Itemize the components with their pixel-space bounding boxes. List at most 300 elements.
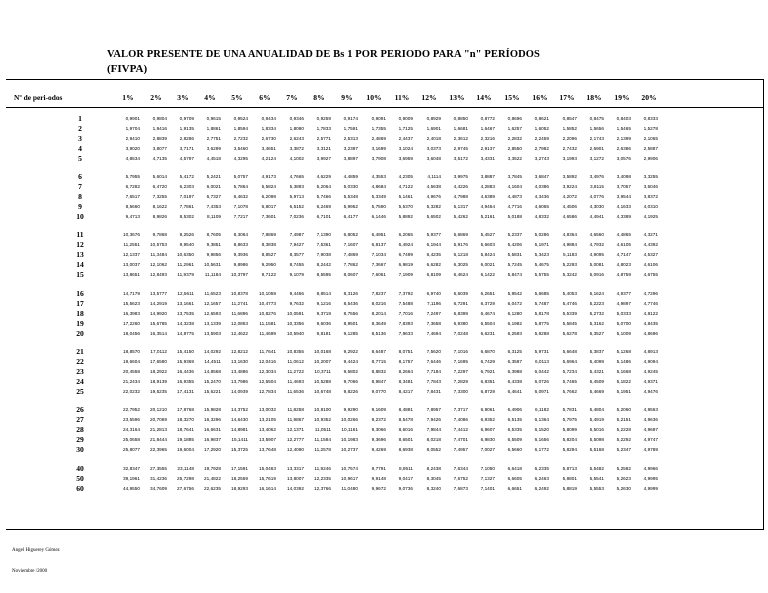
table-cell: 9,1079 <box>289 272 304 277</box>
table-cell: 11,0612 <box>287 359 304 364</box>
table-cell: 31,4236 <box>150 476 167 481</box>
table-cell: 8,3240 <box>426 486 441 491</box>
page-title: VALOR PRESENTE DE UNA ANUALIDAD DE Bs 1 POR PERIODO PARA "n" PERÍODOS <box>107 49 540 60</box>
table-cell: 2,4018 <box>426 136 441 141</box>
table-cell: 3,9224 <box>562 184 577 189</box>
table-cell: 6,6870 <box>480 349 495 354</box>
table-cell: 13,4062 <box>259 427 276 432</box>
table-cell: 12,2777 <box>287 437 304 442</box>
table-cell: 11,0480 <box>341 486 358 491</box>
table-cell: 5,2421 <box>206 174 221 179</box>
table-cell: 6,2065 <box>398 232 413 237</box>
table-cell: 7,4086 <box>453 417 468 422</box>
table-cell: 5,0700 <box>616 321 631 326</box>
table-cell: 2,7232 <box>233 136 248 141</box>
table-cell: 4,8684 <box>371 184 386 189</box>
table-cell: 6,9607 <box>480 427 495 432</box>
table-cell: 5,8819 <box>562 486 577 491</box>
table-cell: 11,2551 <box>123 242 140 247</box>
table-cell: 2,1065 <box>643 136 658 141</box>
table-cell: 7,1607 <box>343 242 358 247</box>
table-cell: 18,7641 <box>177 427 194 432</box>
table-cell: 7,1034 <box>371 252 386 257</box>
table-cell: 11,1581 <box>259 321 276 326</box>
table-cell: 24,3164 <box>123 427 140 432</box>
table-cell: 6,4177 <box>343 214 358 219</box>
table-cell: 3,7057 <box>616 184 631 189</box>
table-cell: 0,8696 <box>507 116 522 121</box>
table-cell: 4,9371 <box>643 379 658 384</box>
table-cell: 13,3317 <box>287 466 304 471</box>
table-cell: 14,0392 <box>287 486 304 491</box>
rate-header: 15% <box>504 93 520 102</box>
table-cell: 6,2335 <box>534 466 549 471</box>
table-cell: 4,7988 <box>453 194 468 199</box>
table-cell: 5,4527 <box>480 232 495 237</box>
table-cell: 10,3356 <box>287 321 304 326</box>
table-cell: 6,0971 <box>534 389 549 394</box>
table-cell: 5,6014 <box>152 174 167 179</box>
table-cell: 3,6048 <box>426 156 441 161</box>
period-label: 20 <box>76 329 84 338</box>
table-cell: 6,8109 <box>426 272 441 277</box>
table-cell: 10,6748 <box>314 389 331 394</box>
table-cell: 21,2434 <box>123 379 140 384</box>
table-cell: 5,8801 <box>562 476 577 481</box>
table-cell: 11,9867 <box>287 417 304 422</box>
table-cell: 4,3295 <box>233 156 248 161</box>
table-cell: 2,8550 <box>507 146 522 151</box>
table-cell: 5,8775 <box>534 321 549 326</box>
table-cell: 6,4632 <box>233 194 248 199</box>
table-cell: 6,5152 <box>289 204 304 209</box>
table-cell: 6,9819 <box>398 262 413 267</box>
table-cell: 1,6257 <box>507 126 522 131</box>
table-cell: 4,0386 <box>534 184 549 189</box>
table-cell: 10,1161 <box>341 427 358 432</box>
table-cell: 14,4511 <box>204 359 221 364</box>
table-cell: 9,2526 <box>179 232 194 237</box>
table-cell: 5,2732 <box>589 311 604 316</box>
period-label: 50 <box>76 474 84 483</box>
table-cell: 10,0266 <box>341 417 358 422</box>
table-cell: 15,6221 <box>204 389 221 394</box>
table-cell: 7,4869 <box>343 252 358 257</box>
period-label: 23 <box>76 367 84 376</box>
table-cell: 3,0373 <box>426 146 441 151</box>
table-cell: 13,0037 <box>123 262 140 267</box>
period-label: 19 <box>76 319 84 328</box>
table-cell: 0,8850 <box>453 116 468 121</box>
period-label: 3 <box>78 134 82 143</box>
table-cell: 34,7609 <box>150 486 167 491</box>
table-cell: 0,9434 <box>261 116 276 121</box>
table-cell: 9,7066 <box>343 379 358 384</box>
table-cell: 10,3711 <box>314 369 331 374</box>
table-cell: 21,8444 <box>150 437 167 442</box>
table-cell: 6,0021 <box>206 184 221 189</box>
table-cell: 12,5504 <box>259 379 276 384</box>
table-cell: 13,8007 <box>287 476 304 481</box>
period-label: 7 <box>78 182 82 191</box>
table-cell: 2,6730 <box>261 136 276 141</box>
table-cell: 14,7179 <box>123 291 140 296</box>
table-cell: 0,8403 <box>616 116 631 121</box>
table-cell: 5,2623 <box>616 476 631 481</box>
table-cell: 7,7861 <box>179 204 194 209</box>
table-cell: 12,0416 <box>259 359 276 364</box>
table-cell: 4,0776 <box>589 194 604 199</box>
table-cell: 13,5903 <box>204 331 221 336</box>
table-cell: 6,0726 <box>534 379 549 384</box>
rate-header: 7% <box>286 93 298 102</box>
period-label: 13 <box>76 250 84 259</box>
table-cell: 18,0456 <box>123 331 140 336</box>
table-cell: 13,1661 <box>177 301 194 306</box>
table-cell: 5,7234 <box>562 369 577 374</box>
table-cell: 2,4869 <box>371 136 386 141</box>
table-cell: 4,7665 <box>289 174 304 179</box>
table-cell: 3,1272 <box>589 156 604 161</box>
table-cell: 9,2950 <box>261 262 276 267</box>
table-cell: 3,9975 <box>453 174 468 179</box>
table-cell: 13,1339 <box>204 321 221 326</box>
table-cell: 14,9920 <box>150 311 167 316</box>
rate-header: 8% <box>313 93 325 102</box>
period-label: 4 <box>78 144 82 153</box>
table-cell: 2,8839 <box>152 136 167 141</box>
table-cell: 12,1371 <box>287 427 304 432</box>
table-cell: 2,1743 <box>589 136 604 141</box>
table-cell: 17,6580 <box>150 359 167 364</box>
table-cell: 16,9355 <box>177 379 194 384</box>
table-cell: 2,2459 <box>534 136 549 141</box>
rate-header: 5% <box>231 93 243 102</box>
period-label: 12 <box>76 240 84 249</box>
table-cell: 5,6502 <box>426 214 441 219</box>
table-cell: 5,5168 <box>589 447 604 452</box>
table-cell: 6,9061 <box>480 407 495 412</box>
table-cell: 9,3719 <box>316 311 331 316</box>
table-cell: 7,1390 <box>316 232 331 237</box>
table-cell: 8,9501 <box>343 321 358 326</box>
table-cell: 5,1268 <box>616 349 631 354</box>
table-cell: 0,9709 <box>179 116 194 121</box>
rate-header: 2% <box>150 93 162 102</box>
table-cell: 4,5797 <box>179 156 194 161</box>
table-cell: 6,5335 <box>507 427 522 432</box>
table-cell: 4,9464 <box>480 204 495 209</box>
table-cell: 5,2630 <box>616 486 631 491</box>
table-cell: 5,0286 <box>534 232 549 237</box>
table-cell: 6,2492 <box>534 486 549 491</box>
table-cell: 11,8258 <box>287 407 304 412</box>
table-cell: 5,8474 <box>507 272 522 277</box>
table-cell: 4,4859 <box>343 174 358 179</box>
table-cell: 4,9094 <box>643 359 658 364</box>
table-cell: 9,3066 <box>371 427 386 432</box>
table-cell: 7,6873 <box>453 486 468 491</box>
table-cell: 27,3555 <box>150 466 167 471</box>
table-cell: 5,6964 <box>562 359 577 364</box>
table-cell: 6,3025 <box>453 262 468 267</box>
table-cell: 11,4693 <box>287 379 304 384</box>
table-cell: 3,3872 <box>289 146 304 151</box>
table-cell: 9,1216 <box>316 301 331 306</box>
table-cell: 5,5339 <box>562 311 577 316</box>
table-cell: 0,9804 <box>152 116 167 121</box>
table-cell: 5,0188 <box>507 214 522 219</box>
table-cell: 5,4919 <box>589 417 604 422</box>
table-cell: 10,5753 <box>150 242 167 247</box>
table-cell: 5,2292 <box>616 437 631 442</box>
table-cell: 7,2297 <box>453 369 468 374</box>
table-cell: 1,7591 <box>343 126 358 131</box>
table-cell: 12,7834 <box>259 389 276 394</box>
table-cell: 16,4436 <box>177 369 194 374</box>
table-cell: 6,0113 <box>535 359 549 364</box>
table-cell: 8,3649 <box>371 321 386 326</box>
table-cell: 8,3064 <box>233 232 248 237</box>
table-cell: 5,9176 <box>453 242 468 247</box>
table-cell: 27,6756 <box>177 486 194 491</box>
table-cell: 5,4262 <box>453 214 468 219</box>
table-cell: 8,1622 <box>152 204 167 209</box>
table-cell: 6,9740 <box>426 291 441 296</box>
table-cell: 6,6605 <box>507 476 522 481</box>
table-cell: 4,0310 <box>643 204 658 209</box>
period-label: 10 <box>76 212 84 221</box>
table-cell: 5,4669 <box>589 389 604 394</box>
table-cell: 5,1971 <box>534 242 549 247</box>
table-cell: 11,1184 <box>204 272 221 277</box>
table-cell: 4,8913 <box>643 349 658 354</box>
table-cell: 7,6517 <box>125 194 140 199</box>
table-cell: 3,0576 <box>616 156 631 161</box>
table-cell: 12,8493 <box>150 272 167 277</box>
table-cell: 13,5907 <box>259 437 276 442</box>
table-cell: 3,5460 <box>233 146 248 151</box>
table-cell: 8,3838 <box>261 242 276 247</box>
table-cell: 4,9563 <box>643 407 658 412</box>
table-cell: 3,3522 <box>507 156 522 161</box>
table-cell: 9,0770 <box>371 389 386 394</box>
table-cell: 7,6752 <box>453 476 468 481</box>
table-cell: 10,5940 <box>287 331 304 336</box>
table-cell: 10,3797 <box>231 272 248 277</box>
table-cell: 1,8080 <box>289 126 304 131</box>
table-cell: 10,4773 <box>259 301 276 306</box>
table-cell: 6,1944 <box>426 242 441 247</box>
table-cell: 11,6896 <box>231 311 248 316</box>
rate-header: 4% <box>204 93 216 102</box>
table-cell: 4,3389 <box>616 214 631 219</box>
table-cell: 5,4804 <box>589 407 604 412</box>
table-cell: 3,9927 <box>316 156 331 161</box>
table-cell: 9,7632 <box>289 301 304 306</box>
table-cell: 12,1657 <box>204 301 221 306</box>
table-cell: 5,7955 <box>125 174 140 179</box>
table-cell: 9,8226 <box>343 389 358 394</box>
table-cell: 5,2582 <box>616 466 631 471</box>
table-cell: 4,9636 <box>643 417 658 422</box>
table-cell: 5,1461 <box>398 194 413 199</box>
table-cell: 3,4331 <box>480 156 495 161</box>
table-cell: 7,4957 <box>453 447 468 452</box>
table-cell: 11,2722 <box>287 369 304 374</box>
table-cell: 8,4217 <box>398 389 413 394</box>
table-cell: 1,5465 <box>616 126 631 131</box>
table-cell: 16,3514 <box>150 331 167 336</box>
table-cell: 8,5302 <box>179 214 194 219</box>
table-cell: 4,2124 <box>261 156 276 161</box>
table-cell: 5,2151 <box>616 417 631 422</box>
table-cell: 25,8077 <box>123 447 140 452</box>
table-cell: 9,9856 <box>206 252 221 257</box>
table-cell: 7,8431 <box>426 389 441 394</box>
table-cell: 1,5852 <box>562 126 577 131</box>
table-cell: 13,7535 <box>177 311 194 316</box>
period-label: 1 <box>78 114 82 123</box>
rate-header: 3% <box>177 93 189 102</box>
table-cell: 9,2922 <box>343 349 358 354</box>
table-cell: 13,5777 <box>150 291 167 296</box>
table-cell: 6,0021 <box>480 262 495 267</box>
table-cell: 3,6959 <box>398 156 413 161</box>
table-cell: 6,7921 <box>480 369 495 374</box>
table-cell: 14,0292 <box>204 349 221 354</box>
table-cell: 4,4518 <box>206 156 221 161</box>
table-cell: 5,7831 <box>562 407 577 412</box>
rate-header: 13% <box>449 93 465 102</box>
table-cell: 7,0248 <box>453 331 468 336</box>
table-cell: 9,8181 <box>316 331 331 336</box>
table-cell: 9,5802 <box>343 369 358 374</box>
table-cell: 11,2578 <box>314 447 331 452</box>
table-cell: 5,5553 <box>589 486 604 491</box>
table-cell: 8,5595 <box>316 272 331 277</box>
footer-date: Noviembre /2000 <box>12 569 48 574</box>
table-cell: 8,0751 <box>398 349 413 354</box>
table-cell: 8,2014 <box>371 311 386 316</box>
table-cell: 12,2335 <box>314 476 331 481</box>
table-cell: 4,6229 <box>316 174 331 179</box>
table-cell: 4,5327 <box>643 252 658 257</box>
table-cell: 5,1624 <box>589 291 604 296</box>
table-cell: 5,5370 <box>398 204 413 209</box>
period-label: 18 <box>76 309 84 318</box>
table-cell: 3,7171 <box>179 146 194 151</box>
table-cell: 9,4466 <box>289 291 304 296</box>
table-cell: 13,8651 <box>123 272 140 277</box>
table-cell: 6,8017 <box>261 204 276 209</box>
table-cell: 2,8286 <box>179 136 194 141</box>
table-cell: 12,1062 <box>150 262 167 267</box>
table-cell: 4,4392 <box>643 242 658 247</box>
table-cell: 5,6278 <box>562 331 577 336</box>
table-cell: 2,1399 <box>616 136 631 141</box>
table-cell: 20,4558 <box>123 369 140 374</box>
table-cell: 6,3729 <box>480 301 495 306</box>
table-cell: 6,0472 <box>507 301 522 306</box>
table-cell: 9,2372 <box>371 417 386 422</box>
table-cell: 4,1604 <box>507 184 522 189</box>
table-cell: 5,6869 <box>453 232 468 237</box>
table-cell: 7,5361 <box>316 242 331 247</box>
table-cell: 6,2651 <box>480 291 495 296</box>
period-label: 27 <box>76 415 84 424</box>
table-cell: 7,8393 <box>398 321 413 326</box>
table-cell: 4,3030 <box>589 204 604 209</box>
table-cell: 8,8832 <box>371 369 386 374</box>
table-cell: 0,8621 <box>534 116 549 121</box>
table-cell: 9,4269 <box>371 447 386 452</box>
table-cell: 5,0333 <box>616 311 631 316</box>
table-cell: 8,7556 <box>343 311 358 316</box>
table-cell: 14,6430 <box>231 417 248 422</box>
rate-header: 12% <box>421 93 437 102</box>
table-cell: 8,1109 <box>207 214 221 219</box>
table-cell: 5,7465 <box>562 379 577 384</box>
table-cell: 10,9352 <box>314 417 331 422</box>
table-cell: 12,5611 <box>177 291 194 296</box>
table-cell: 7,1196 <box>427 301 441 306</box>
table-cell: 1,6052 <box>534 126 549 131</box>
table-cell: 14,0939 <box>231 389 248 394</box>
table-cell: 7,0197 <box>179 194 194 199</box>
table-cell: 5,1009 <box>616 331 631 336</box>
table-cell: 6,4906 <box>507 407 522 412</box>
table-cell: 4,7746 <box>643 301 658 306</box>
table-cell: 6,7291 <box>453 301 468 306</box>
table-cell: 1,5278 <box>643 126 658 131</box>
table-cell: 5,4099 <box>589 359 604 364</box>
table-cell: 10,1983 <box>341 437 358 442</box>
table-cell: 13,4886 <box>231 369 248 374</box>
table-cell: 18,2559 <box>231 476 248 481</box>
table-cell: 11,0511 <box>314 427 331 432</box>
table-cell: 0,8772 <box>480 116 495 121</box>
table-cell: 7,7016 <box>398 311 413 316</box>
period-label: 11 <box>76 230 84 239</box>
table-cell: 22,3965 <box>150 447 167 452</box>
table-cell: 8,8527 <box>261 252 276 257</box>
table-cell: 12,4090 <box>287 447 304 452</box>
table-cell: 4,6065 <box>534 204 549 209</box>
table-cell: 6,5509 <box>507 437 522 442</box>
table-cell: 5,5831 <box>507 252 522 257</box>
table-cell: 4,2072 <box>562 194 577 199</box>
table-cell: 8,0607 <box>343 272 358 277</box>
table-cell: 6,5504 <box>480 321 495 326</box>
table-cell: 14,3752 <box>231 407 248 412</box>
table-cell: 3,8077 <box>152 146 167 151</box>
table-cell: 23,1148 <box>177 466 194 471</box>
table-cell: 9,9148 <box>371 476 386 481</box>
table-cell: 10,1059 <box>259 291 276 296</box>
table-cell: 2,3216 <box>480 136 495 141</box>
table-cell: 11,3484 <box>150 252 167 257</box>
table-cell: 3,8372 <box>643 194 658 199</box>
table-cell: 2,2832 <box>507 136 522 141</box>
table-cell: 2,7432 <box>562 146 577 151</box>
table-cell: 8,8633 <box>233 242 248 247</box>
table-cell: 9,9290 <box>343 407 358 412</box>
table-cell: 6,1218 <box>453 252 468 257</box>
table-cell: 6,4924 <box>398 242 413 247</box>
period-label: 30 <box>76 445 84 454</box>
table-cell: 0,9901 <box>125 116 140 121</box>
